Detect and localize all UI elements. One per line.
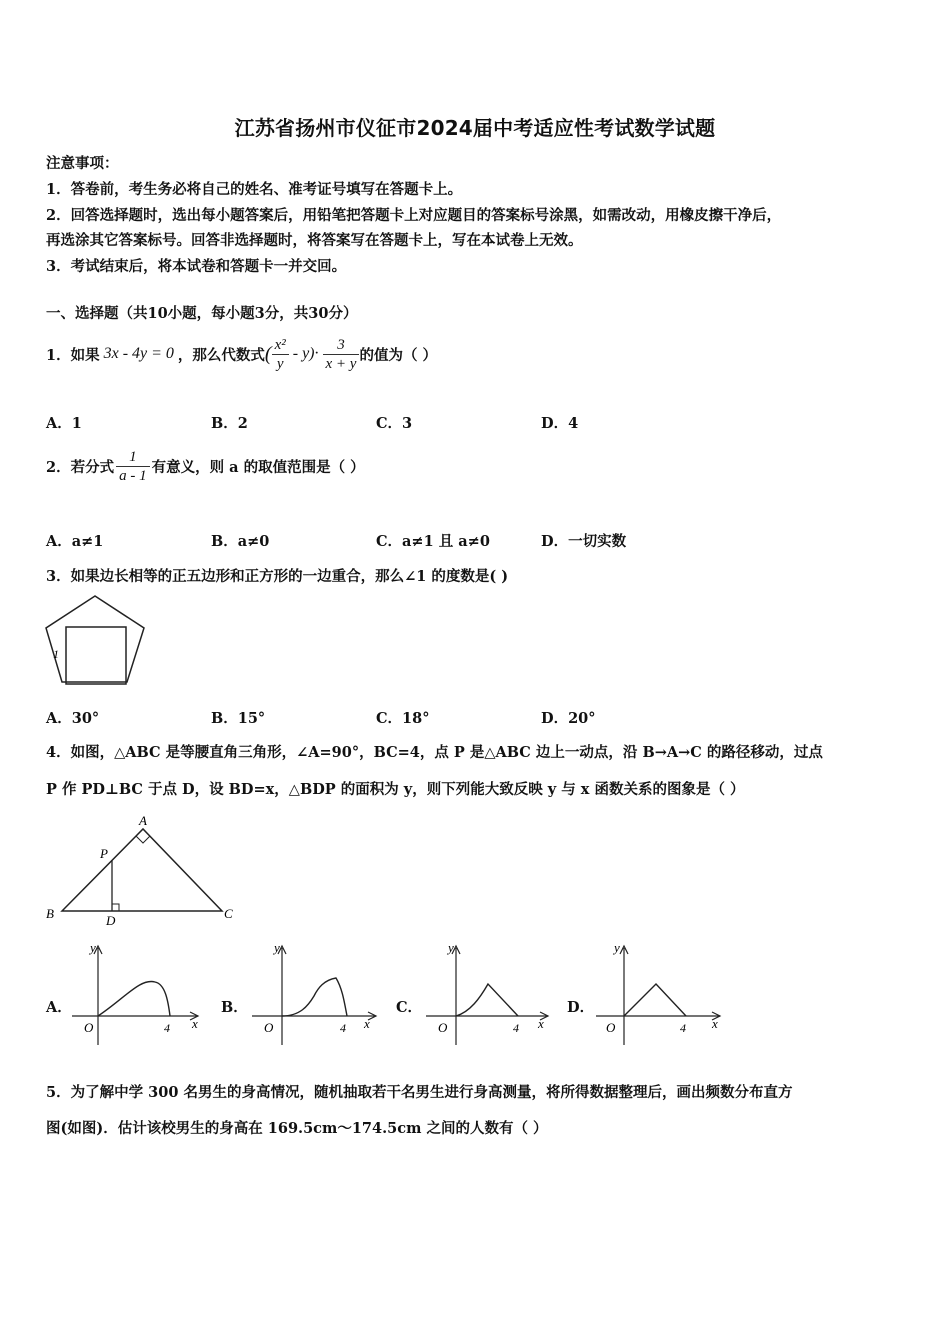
label-b: B — [46, 906, 54, 921]
q1-frac1-den: y — [276, 355, 284, 372]
origin-label: O — [84, 1020, 94, 1035]
q2-frac-den: a - 1 — [119, 467, 147, 484]
origin-label: O — [264, 1020, 274, 1035]
q1-option-a: A．1 — [46, 415, 82, 432]
tick-4-label: 4 — [340, 1021, 346, 1035]
label-p: P — [100, 846, 108, 861]
curve-a — [98, 981, 170, 1016]
question-5-line-2: 图(如图)．估计该校男生的身高在 169.5cm～174.5cm 之间的人数有（ ） — [46, 1120, 548, 1137]
q2-suffix: 有意义，则 a 的取值范围是（ ） — [151, 458, 365, 476]
x-axis-label: x — [364, 1016, 370, 1031]
q2-option-a: A．a≠1 — [46, 533, 104, 550]
q1-fraction-1 — [272, 336, 289, 373]
q2-frac-num: 1 — [116, 448, 150, 467]
tick-4-label: 4 — [164, 1021, 170, 1035]
q1-frac2-den: x + y — [325, 355, 357, 372]
q4-graph-c — [418, 940, 553, 1050]
x-axis-label: x — [192, 1016, 198, 1031]
y-axis-label: y — [614, 940, 620, 955]
q4-option-d-label: D． — [567, 999, 595, 1016]
q4-option-b-label: B． — [221, 999, 248, 1016]
y-axis-label: y — [274, 940, 280, 955]
question-3: 3．如果边长相等的正五边形和正方形的一边重合，那么∠1 的度数是( ) — [46, 568, 509, 585]
pentagon-square-figure — [40, 590, 160, 696]
q2-prefix: 2．若分式 — [46, 458, 115, 476]
q1-option-b: B．2 — [211, 415, 248, 432]
angle-1-label: 1 — [53, 647, 59, 661]
q1-open-paren: ( — [264, 342, 272, 365]
question-1 — [46, 332, 437, 376]
tick-4-label: 4 — [680, 1021, 686, 1035]
right-angle-d — [112, 904, 119, 911]
section-heading: 一、选择题（共10小题，每小题3分，共30分） — [46, 305, 358, 322]
question-4-line-1: 4．如图，△ABC 是等腰直角三角形，∠A=90°，BC=4，点 P 是△ABC 边上一动点，沿 B→A→C 的路径移动，过点 — [46, 744, 823, 761]
origin-label: O — [606, 1020, 616, 1035]
q1-minus-y: - y)· — [292, 345, 319, 362]
triangle-figure — [40, 808, 250, 928]
question-4-line-2: P 作 PD⊥BC 于点 D，设 BD=x，△BDP 的面积为 y，则下列能大致反映 y 与 x 函数关系的图象是（ ） — [46, 781, 745, 798]
square-shape — [66, 627, 126, 684]
q2-option-c: C．a≠1 且 a≠0 — [376, 533, 490, 550]
q4-graph-a — [70, 940, 205, 1050]
question-5-line-1: 5．为了解中学 300 名男生的身高情况，随机抽取若干名男生进行身高测量，将所得数据整理后，画出频数分布直方 — [46, 1084, 793, 1101]
tick-4-label: 4 — [513, 1021, 519, 1035]
label-d: D — [106, 913, 116, 928]
question-2 — [46, 444, 365, 488]
y-axis-label: y — [448, 940, 454, 955]
q3-option-c: C．18° — [376, 710, 430, 727]
label-c: C — [224, 906, 233, 921]
curve-d — [624, 984, 686, 1016]
q4-option-c-label: C． — [396, 999, 423, 1016]
pentagon-shape — [46, 596, 144, 682]
q1-suffix: 的值为（ ） — [359, 346, 438, 364]
x-axis-label: x — [538, 1016, 544, 1031]
notice-heading: 注意事项： — [46, 155, 119, 172]
q1-middle: ，那么代数式 — [177, 346, 265, 364]
q3-option-d: D．20° — [541, 710, 596, 727]
label-a: A — [139, 813, 147, 828]
q1-fraction-2 — [323, 336, 360, 373]
notice-item-3: 3．考试结束后，将本试卷和答题卡一并交回。 — [46, 258, 347, 275]
right-angle-a — [136, 836, 150, 843]
q4-option-a-label: A． — [46, 999, 72, 1016]
q4-graph-d — [592, 940, 727, 1050]
notice-item-2: 2．回答选择题时，选出每小题答案后，用铅笔把答题卡上对应题目的答案标号涂黑，如需改动，用橡皮擦干净后， — [46, 207, 782, 224]
q3-option-a: A．30° — [46, 710, 100, 727]
page-title: 江苏省扬州市仪征市2024届中考适应性考试数学试题 — [234, 116, 716, 140]
q1-frac2-num: 3 — [323, 336, 360, 355]
notice-item-2-cont: 再选涂其它答案标号。回答非选择题时，将答案写在答题卡上，写在本试卷上无效。 — [46, 232, 583, 249]
y-axis-label: y — [90, 940, 96, 955]
q1-option-d: D．4 — [541, 415, 579, 432]
q2-option-b: B．a≠0 — [211, 533, 270, 550]
q4-graph-b — [244, 940, 379, 1050]
q1-prefix: 1．如果 — [46, 346, 100, 364]
q2-fraction — [116, 448, 150, 485]
notice-item-1: 1．答卷前，考生务必将自己的姓名、准考证号填写在答题卡上。 — [46, 181, 463, 198]
q2-option-d: D．一切实数 — [541, 533, 627, 550]
q1-condition: 3x - 4y = 0 — [103, 345, 174, 362]
curve-b — [282, 978, 347, 1016]
q1-option-c: C．3 — [376, 415, 413, 432]
curve-c — [456, 984, 518, 1016]
q1-frac1-num: x² — [272, 336, 289, 355]
x-axis-label: x — [712, 1016, 718, 1031]
q3-option-b: B．15° — [211, 710, 266, 727]
origin-label: O — [438, 1020, 448, 1035]
